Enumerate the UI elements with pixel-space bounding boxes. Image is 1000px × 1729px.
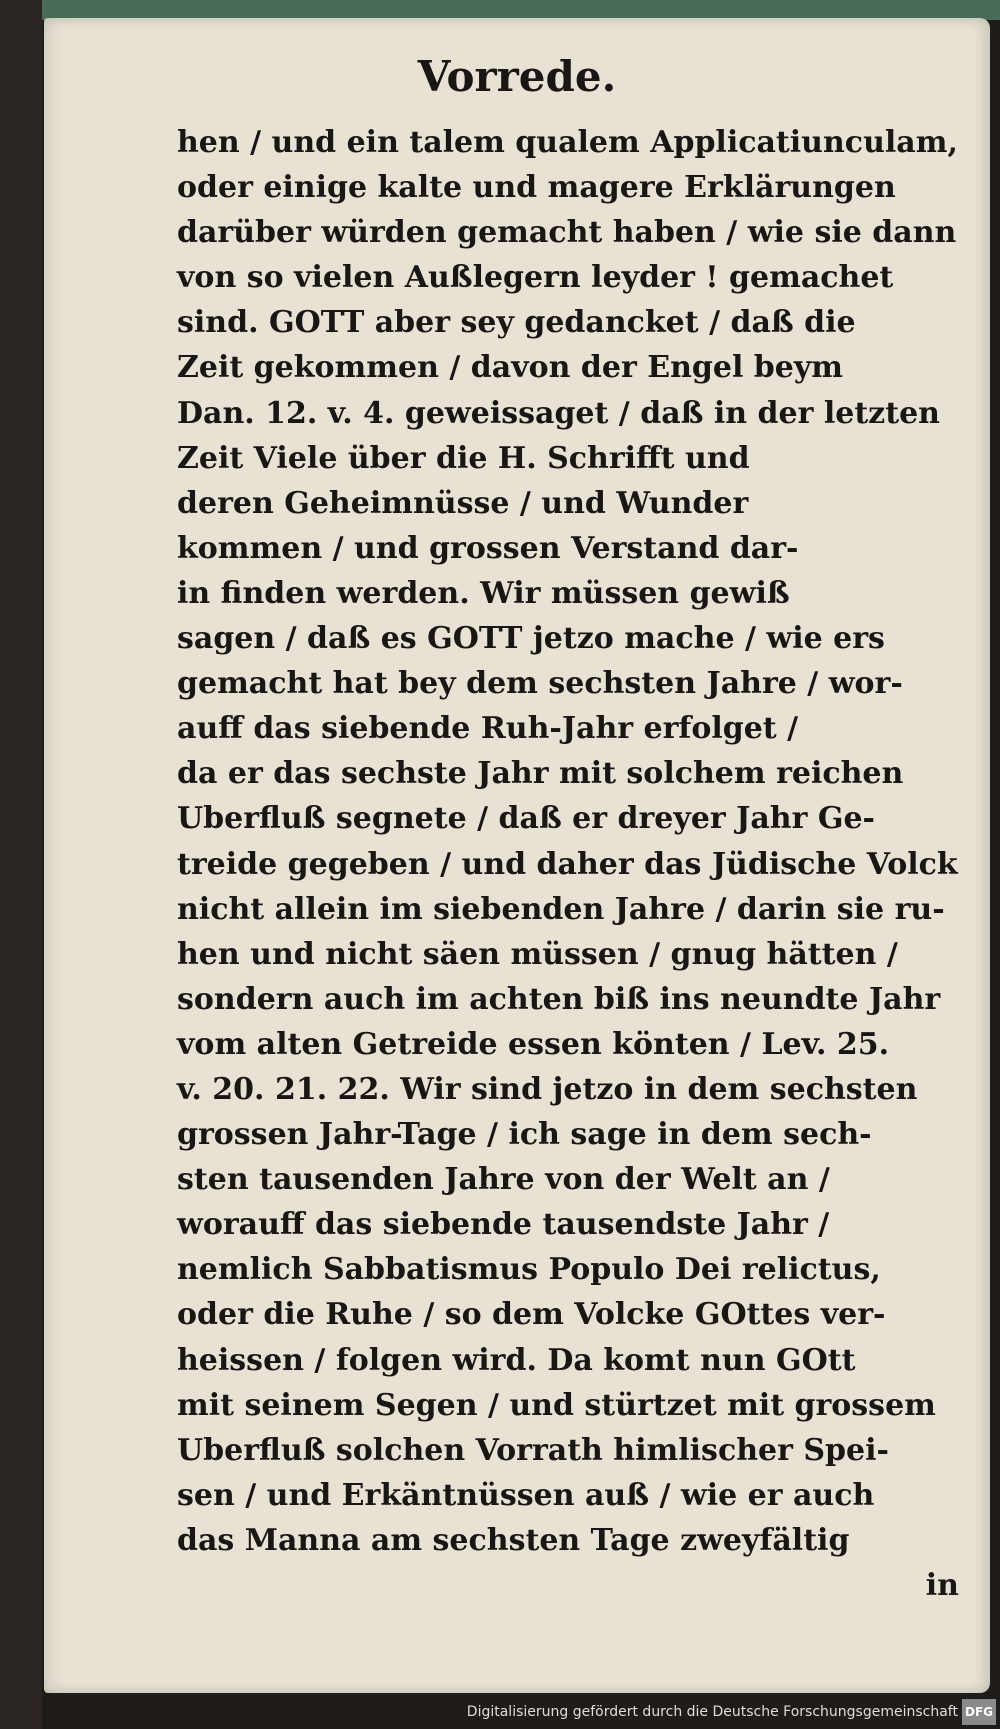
text-line: heissen / folgen wird. Da komt nun GOtt <box>177 1342 856 1378</box>
text-line: Uberfluß solchen Vorrath himlischer Spei- <box>177 1432 889 1468</box>
page-body-text <box>177 120 967 1608</box>
text-line: in finden werden. Wir müssen gewiß <box>177 575 790 611</box>
text-line: Zeit Viele über die H. Schrifft und <box>177 440 750 476</box>
digitization-credit <box>467 1699 996 1725</box>
text-line: deren Geheimnüsse / und Wunder <box>177 485 749 521</box>
text-line: sagen / daß es GOTT jetzo mache / wie ers <box>177 621 885 657</box>
text-line: v. 20. 21. 22. Wir sind jetzo in dem sechsten <box>177 1071 918 1107</box>
text-line: oder die Ruhe / so dem Volcke GOttes ver- <box>177 1297 886 1333</box>
book-page <box>44 18 990 1693</box>
text-line: Dan. 12. v. 4. geweissaget / daß in der letzten <box>177 395 940 431</box>
text-line: auff das siebende Ruh-Jahr erfolget / <box>177 711 799 747</box>
text-line: kommen / und grossen Verstand dar- <box>177 530 799 566</box>
text-line: hen / und ein talem qualem Applicatiunculam, <box>177 125 958 160</box>
text-line: worauff das siebende tausendste Jahr / <box>177 1207 830 1243</box>
text-line: sten tausenden Jahre von der Welt an / <box>177 1162 830 1198</box>
text-line: da er das sechste Jahr mit solchem reichen <box>177 756 904 792</box>
text-line: oder einige kalte und magere Erklärungen <box>177 170 896 206</box>
catchword: in <box>925 1568 959 1603</box>
text-line: darüber würden gemacht haben / wie sie dann <box>177 215 957 251</box>
text-line: das Manna am sechsten Tage zweyfältig <box>177 1522 850 1558</box>
text-line: nemlich Sabbatismus Populo Dei relictus, <box>177 1252 881 1288</box>
dfg-logo: DFG <box>962 1699 996 1725</box>
text-line: mit seinem Segen / und stürtzet mit grossem <box>177 1387 936 1423</box>
text-line: grossen Jahr-Tage / ich sage in dem sech- <box>177 1117 872 1153</box>
text-line: gemacht hat bey dem sechsten Jahre / wor- <box>177 666 903 702</box>
text-line: Uberfluß segnete / daß er dreyer Jahr Ge- <box>177 801 876 837</box>
text-line: treide gegeben / und daher das Jüdische Volck <box>177 846 958 882</box>
text-line: sind. GOTT aber sey gedancket / daß die <box>177 305 856 341</box>
text-line: vom alten Getreide essen könten / Lev. 25. <box>177 1026 890 1062</box>
book-edge <box>0 0 1000 20</box>
text-line: sondern auch im achten biß ins neundte Jahr <box>177 981 941 1017</box>
text-line: Zeit gekommen / davon der Engel beym <box>177 350 844 386</box>
text-line: nicht allein im siebenden Jahre / darin sie ru- <box>177 891 945 927</box>
book-binding <box>0 0 42 1729</box>
text-line: sen / und Erkäntnüssen auß / wie er auch <box>177 1477 875 1513</box>
text-line: hen und nicht säen müssen / gnug hätten / <box>177 936 898 972</box>
text-line: von so vielen Außlegern leyder ! gemachet <box>177 260 894 296</box>
page-heading: Vorrede. <box>417 52 617 101</box>
credit-text: Digitalisierung gefördert durch die Deutsche Forschungsgemeinschaft <box>466 1704 958 1720</box>
